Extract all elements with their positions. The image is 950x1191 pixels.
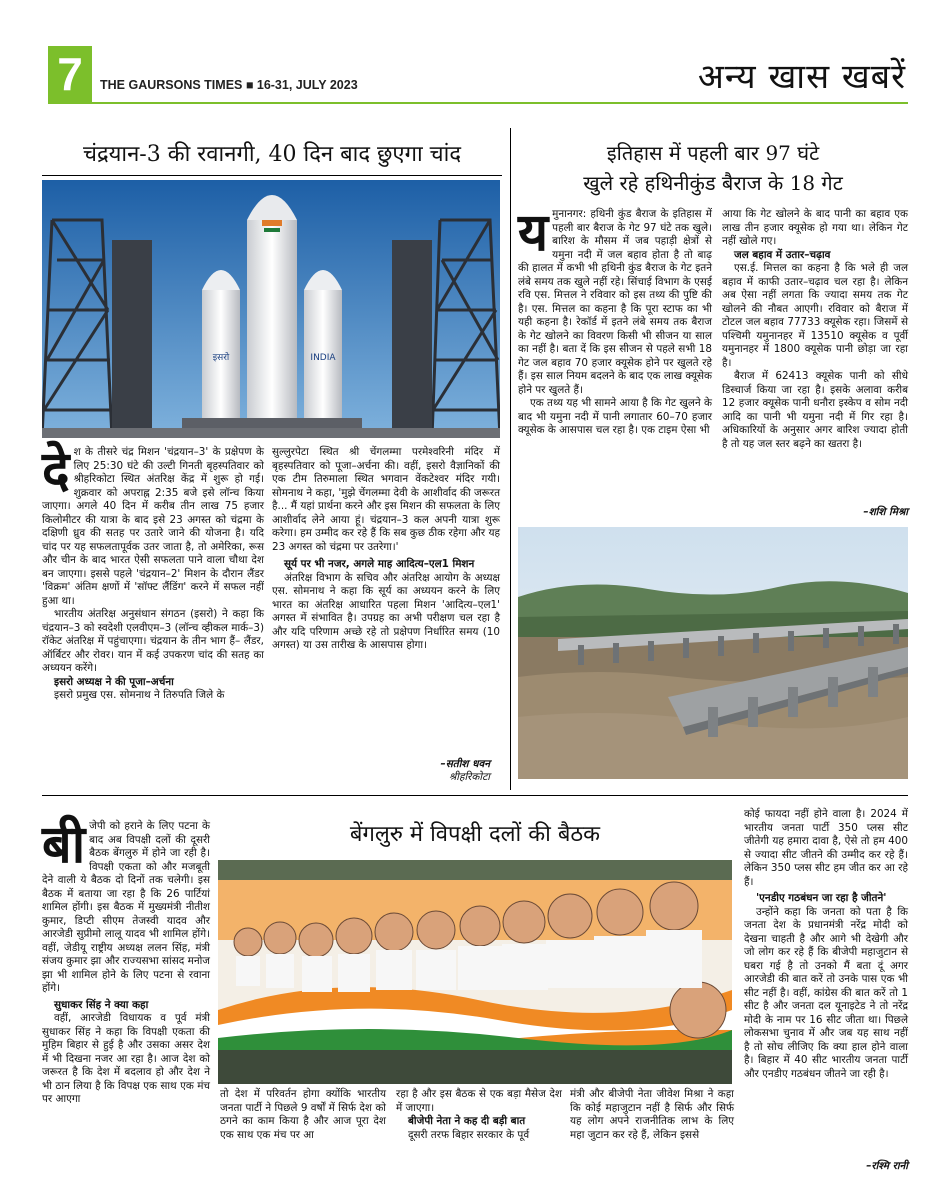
story1-column-1 [42, 440, 264, 786]
story1-column-2 [272, 446, 500, 746]
story2-headline-line2: खुले रहे हथिनीकुंड बैराज के 18 गेट [583, 171, 843, 195]
story2-column-1 [518, 202, 712, 528]
section-divider [42, 795, 908, 796]
story3-dropcap: बी [42, 814, 86, 875]
story2-col1-p2: एक तथ्य यह भी सामने आया है कि गेट खुलने के बाद भी यमुना नदी में पानी लगातार 60–70 हजार क्यूसेक के आसपास चल रहा है। एक टाइम ऐसा भी [518, 397, 712, 436]
story3-col4-p1: मंत्री और बीजेपी नेता जीवेश मिश्रा ने कहा कि कोई महाजुटान नहीं है सिर्फ और सिर्फ यह लोग अपने राजनीतिक लाभ के लिए महा जुटान कर रहे हैं, लेकिन इससे [570, 1088, 734, 1141]
story2-col2-p2: एस.ई. मित्तल का कहना है कि भले ही जल बहाव में काफी उतार–चढ़ाव चल रहा है। लेकिन अब ऐसा नहीं लगता कि ज्यादा समय तक गेट खोलने की नौबत आएगी। रविवार को बैराज में टोटल जल बहाव 77733 क्यूसेक रहा। जिसमें से पश्चिमी यमुनानहर में 13510 क्यूसेक व पूर्वी यमुनानहर में 1800 क्यूसेक पानी छोड़ा जा रहा है। [722, 262, 908, 369]
story2-col2-p1: आया कि गेट खोलने के बाद पानी का बहाव एक लाख तीन हजार क्यूसेक हो गया था। लेकिन गेट नहीं खोले गए। [722, 208, 908, 247]
story3-col1-p2: वहीं, आरजेडी विधायक व पूर्व मंत्री सुधाकर सिंह ने कहा कि विपक्षी एकता की मुहिम बिहार से हुई है और उसका असर देश में भी दिखना नजर आ रहा है। आज देश को जरूरत है कि देश में बदलाव हो और देश ने भी ठान लिया है कि विपक्ष एक साथ एक मंच पर आएगा [42, 1012, 210, 1105]
story1-byline: –सतीश धवन [440, 758, 490, 770]
story3-column-4 [570, 1088, 734, 1178]
story1-col1-p1: श के तीसरे चंद्र मिशन 'चंद्रयान–3' के प्रक्षेपण के लिए 25:30 घंटे की उल्टी गिनती बृहस्पतिवार को श्रीहरिकोटा स्थित अंतरिक्ष केंद्र में शुरू हो गई। शुक्रवार को अपराह्न 2:35 बजे इसे लॉन्च किया जाएगा। अगले 40 दिन में करीब तीन लाख 75 हजार किलोमीटर की यात्रा के बाद इसे 23 अगस्त को चंद्रमा के दक्षिणी ध्रुव की सतह पर उतारे जाने की योजना है। यदि चांद पर यह सफलतापूर्वक उतर जाता है, तो अमेरिका, रूस और चीन के बाद भारत ऐसी सफलता पाने वाला चौथा देश बन जाएगा। इससे पहले 'चंद्रयान–2' मिशन के दौरान लैंडर 'विक्रम' अंतिम क्षणों में 'सॉफ्ट लैंडिंग' करने में सफल नहीं हुआ था। [42, 446, 264, 607]
story1-col2-p1: सुल्लुरपेटा स्थित श्री चेंगलम्मा परमेश्वरिनी मंदिर में बृहस्पतिवार को पूजा–अर्चना की। वहीं, इसरो वैज्ञानिकों की एक टीम तिरुमाला स्थित भगवान वेंकटेश्वर मंदिर गयी। सोमनाथ ने कहा, 'मुझे चेंगलम्मा देवी के आशीर्वाद की जरूरत है... मैं यहां प्रार्थना करने और इस मिशन की सफलता के लिए आशीर्वाद लेने आया हूं। चंद्रयान–3 कल अपनी यात्रा शुरू करेगा। हम उम्मीद कर रहे हैं कि सब कुछ ठीक रहेगा और यह 23 अगस्त को चंद्रमा पर उतरेगा।' [272, 446, 500, 553]
masthead: THE GAURSONS TIMES ■ 16-31, JULY 2023 [100, 78, 358, 92]
rocket-india-label: INDIA [310, 353, 336, 363]
page-number: 7 [57, 48, 83, 100]
story3-column-2 [220, 1088, 386, 1178]
story2-col1-p1: मुनानगर: हथिनी कुंड बैराज के इतिहास में पहली बार बैराज के गेट 97 घंटे तक खुले। बारिश के मौसम में जब पहाड़ी क्षेत्रों से यमुना नदी में जल बहाव होता है तो बाढ़ की हालत में कभी भी हथिनी कुंड बैराज के गेट इतने लंबे समय तक खुले नहीं रहे। सिंचाई विभाग के एसई रवि एस. मित्तल ने रविवार को इस तथ्य की पुष्टि की है। एस. मित्तल का कहना है कि पूरा स्टाफ का भी यही कहना है। रेकॉर्ड में इतने लंबे समय तक बैराज के गेट खोलने का विवरण किसी भी सीजन या साल का नहीं है। बता दें कि इस सीजन से पहले सभी 18 गेट जल बहाव 70 हजार क्यूसेक होने पर खुलते रहे हैं। इस साल नियम बदलने के बाद एक लाख क्यूसेक होने पर खुलते हैं। [518, 208, 712, 396]
story3-column-3 [396, 1088, 562, 1178]
story1-col1-p2: भारतीय अंतरिक्ष अनुसंधान संगठन (इसरो) ने कहा कि चंद्रयान–3 को स्वदेशी एलवीएम–3 (लॉन्च व्हीकल मार्क–3) रॉकेट अंतरिक्ष में पहुंचाएगा। चंद्रयान के तीन भाग हैं– लैंडर, ऑर्बिटर और रोवर। यान में कई उपकरण चांद की सतह का अध्ययन करेंगे। [42, 608, 264, 674]
story1-headline: चंद्रयान-3 की रवानगी, 40 दिन बाद छुएगा चांद [82, 142, 462, 167]
story3-byline: –रश्मि रानी [866, 1160, 908, 1172]
story2-byline: –शशि मिश्रा [863, 506, 908, 518]
story3-col1-subhead: सुधाकर सिंह ने क्या कहा [54, 998, 149, 1011]
story3-col3-p1: रहा है और इस बैठक से एक बड़ा मैसेज देश में जाएगा। [396, 1088, 562, 1114]
story1-dropcap: दे [42, 440, 70, 501]
story2-col2-p3: बैराज में 62413 क्यूसेक पानी को सीधे डिस्चार्ज किया जा रहा है। इसके अलावा करीब 12 हजार क्यूसेक पानी धनौरा इस्केप व सोम नदी आदि का पानी भी यमुना नदी में गिर रहा है। अधिकारियों के अनुसार अगर बारिश ज्यादा होती है तो यह जल स्तर बढ़ने का खतरा है। [722, 370, 908, 450]
story2-headline [518, 138, 908, 198]
story3-headline: बेंगलुरु में विपक्षी दलों की बैठक [349, 822, 601, 847]
rocket-isro-label: इसरो [212, 353, 230, 363]
story2-col2-subhead: जल बहाव में उतार–चढ़ाव [734, 248, 831, 261]
story1-col2-subhead: सूर्य पर भी नजर, अगले माह आदित्य–एल1 मिशन [284, 558, 475, 570]
barrage-photo [518, 527, 908, 779]
story3-column-1 [42, 814, 210, 1174]
section-title: अन्य खास खबरें [697, 57, 906, 97]
story3-col3-subhead: बीजेपी नेता ने कह दी बड़ी बात [408, 1115, 526, 1127]
story3-col5-p2: उन्होंने कहा कि जनता को पता है कि जनता देश के प्रधानमंत्री नरेंद्र मोदी को देखना चाहती है और आगे भी देखेगी और जो लोग कर रहे हैं कि बीजेपी महाजुटान से घबरा गई है तो उनको मैं बता दूं अगर आरजेडी की बात करें तो उनके पास एक भी सीट नहीं है। वहीं, कांग्रेस की बात करें तो 1 सीट है और जनता दल यूनाइटेड ने तो नरेंद्र मोदी के नाम पर 16 सीट जीता था। पिछले लोकसभा चुनाव में और जब यह साथ नहीं है तो सोच लीजिए कि क्या हाल होने वाला है। बिहार में 40 सीट भारतीय जनता पार्टी और एनडीए गठबंधन जीतने जा रही है। [744, 905, 908, 1080]
story3-col5-p1: कोई फायदा नहीं होने वाला है। 2024 में भारतीय जनता पार्टी 350 प्लस सीट जीतेगी यह हमारा दावा है, ऐसे तो हम 400 से ज्यादा सीट जीतने की उम्मीद कर रहे हैं। लेकिन 350 प्लस सीट हम जीत कर आ रहे हैं। [744, 808, 908, 888]
column-divider [510, 128, 511, 790]
opposition-banner-photo [218, 860, 732, 1084]
story1-col2-p2: अंतरिक्ष विभाग के सचिव और अंतरिक्ष आयोग के अध्यक्ष एस. सोमनाथ ने कहा कि सूर्य का अध्ययन करने के लिए भारत का अंतरिक्ष आधारित पहला मिशन 'आदित्य–एल1' अगस्त में संभावित है। उपग्रह का अभी परीक्षण चल रहा है और यदि परिणाम अच्छे रहे तो प्रक्षेपण निर्धारित समय (10 अगस्त) या उस तारीख के आसपास होगा। [272, 571, 500, 651]
story2-column-2 [722, 208, 908, 508]
story3-col1-p1: जेपी को हराने के लिए पटना के बाद अब विपक्षी दलों की दूसरी बैठक बेंगलुरु में होने जा रही है। विपक्षी एकता को और मजबूती देने वाली ये बैठक दो दिनों तक चलेगी। इस बैठक में बताया जा रहा है कि 26 पार्टियां शामिल होंगी। इस बैठक में मुख्यमंत्री नीतीश कुमार, डिप्टी सीएम तेजस्वी यादव और आरजेडी सुप्रीमो लालू यादव भी शामिल होंगे। वहीं, जेडीयू राष्ट्रीय अध्यक्ष ललन सिंह, मंत्री संजय कुमार झा और राज्यसभा सांसद मनोज झा भी शामिल होने के लिए पटना से रवाना होंगे। [42, 820, 210, 994]
story1-col1-p3: इसरो प्रमुख एस. सोमनाथ ने तिरुपति जिले के [54, 689, 225, 701]
story3-col3-p2: दूसरी तरफ बिहार सरकार के पूर्व [408, 1128, 530, 1141]
story3-col2-p1: तो देश में परिवर्तन होगा क्योंकि भारतीय जनता पार्टी ने पिछले 9 वर्षों में सिर्फ देश को ठगने का काम किया है और आज पूरा देश एक साथ एक मंच पर आ [220, 1088, 386, 1141]
rocket-launch-photo [42, 180, 500, 438]
story1-byline-place: श्रीहरिकोटा [448, 771, 490, 783]
story2-dropcap: य [518, 202, 549, 263]
story2-headline-line1: इतिहास में पहली बार 97 घंटे [606, 141, 820, 165]
story1-col1-subhead: इसरो अध्यक्ष ने की पूजा–अर्चना [54, 675, 174, 688]
story3-column-5 [744, 808, 908, 1158]
story3-col5-subhead: 'एनडीए गठबंधन जा रहा है जीतने' [756, 892, 887, 904]
story1-rule [42, 175, 502, 176]
header-rule [48, 102, 908, 104]
